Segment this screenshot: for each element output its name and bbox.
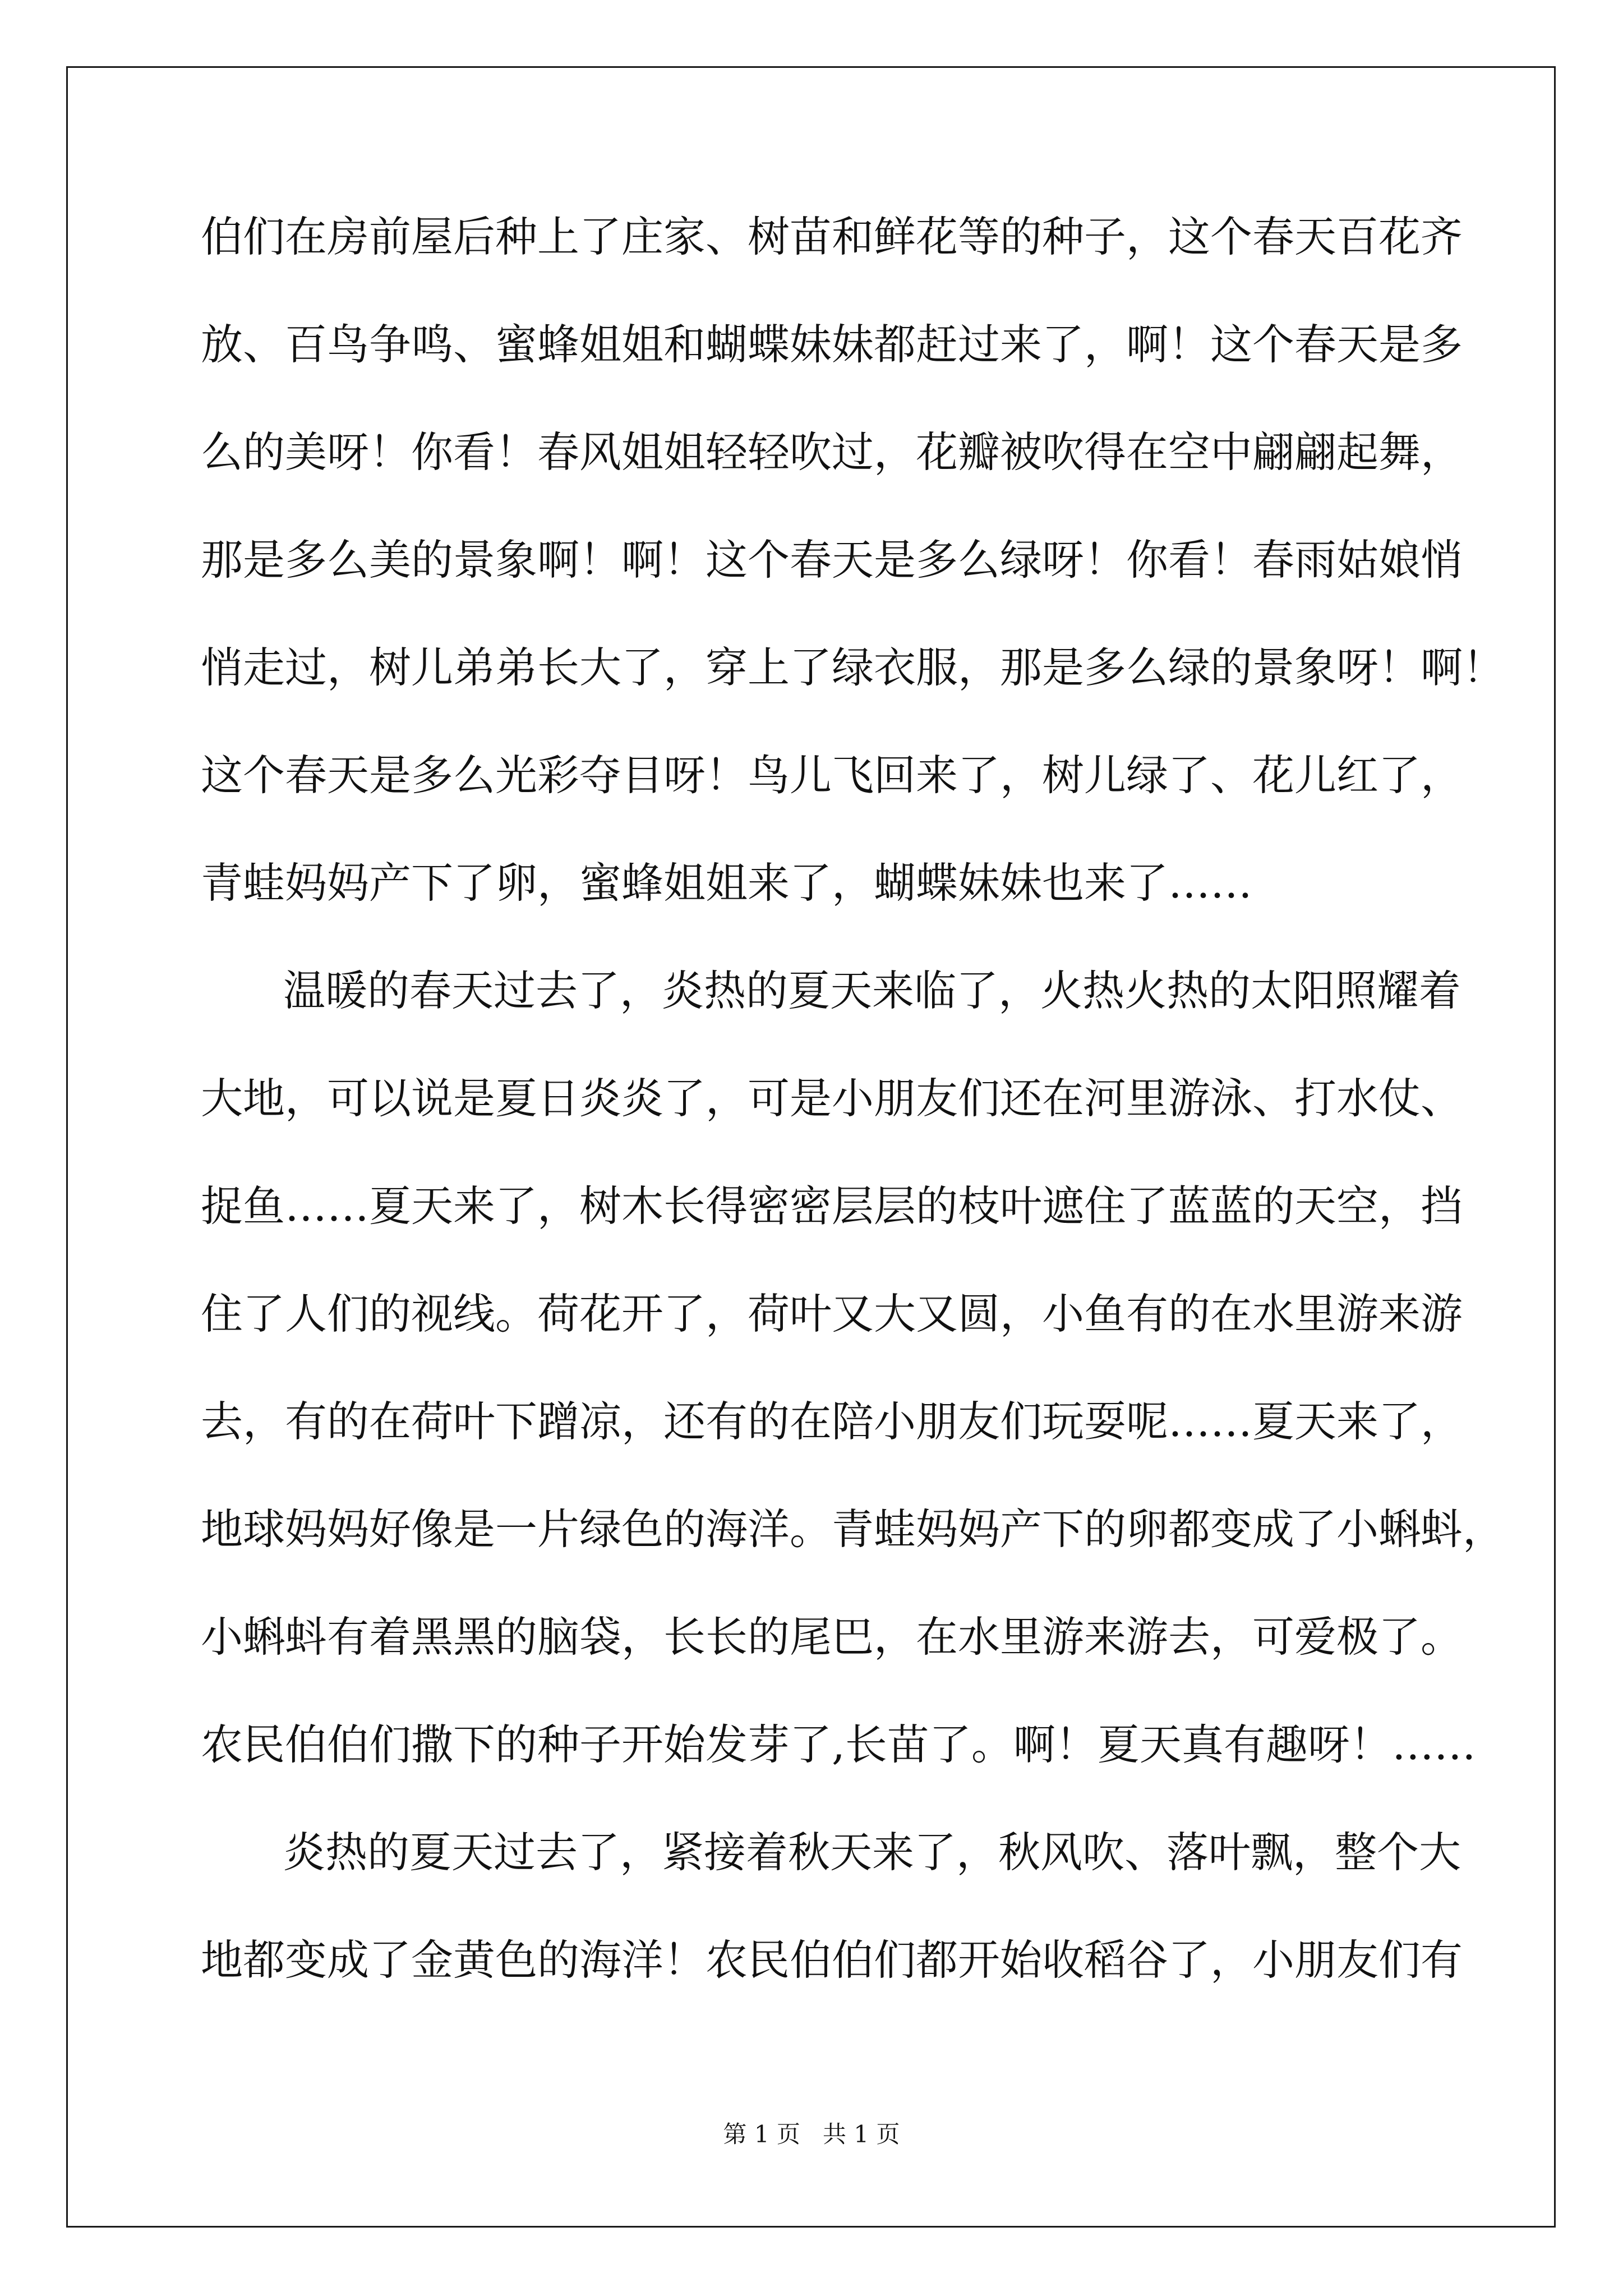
text-line: 青蛙妈妈产下了卵，蜜蜂姐姐来了，蝴蝶妹妹也来了……	[201, 858, 1253, 908]
text-line: 去，有的在荷叶下蹭凉，还有的在陪小朋友们玩耍呢……夏天来了，	[201, 1397, 1463, 1446]
text-line: 地都变成了金黄色的海洋！农民伯伯们都开始收稻谷了，小朋友们有	[201, 1935, 1463, 1985]
text-line: 么的美呀！你看！春风姐姐轻轻吹过，花瓣被吹得在空中翩翩起舞，	[201, 427, 1463, 477]
text-line: 那是多么美的景象啊！啊！这个春天是多么绿呀！你看！春雨姑娘悄	[201, 535, 1463, 585]
text-line: 悄走过，树儿弟弟长大了，穿上了绿衣服，那是多么绿的景象呀！啊！	[201, 643, 1505, 692]
page-number-footer: 第 1 页 共 1 页	[723, 2120, 900, 2148]
text-line: 大地，可以说是夏日炎炎了，可是小朋友们还在河里游泳、打水仗、	[201, 1074, 1463, 1123]
text-line: 地球妈妈好像是一片绿色的海洋。青蛙妈妈产下的卵都变成了小蝌蚪，	[201, 1504, 1505, 1554]
text-line: 小蝌蚪有着黑黑的脑袋，长长的尾巴，在水里游来游去，可爱极了。	[201, 1612, 1463, 1662]
text-line-paragraph-start: 温暖的春天过去了，炎热的夏天来临了，火热火热的太阳照耀着	[283, 966, 1461, 1015]
text-line: 捉鱼……夏天来了，树木长得密密层层的枝叶遮住了蓝蓝的天空，挡	[201, 1181, 1463, 1231]
text-line: 农民伯伯们撒下的种子开始发芽了,长苗了。啊！夏天真有趣呀！……	[201, 1720, 1476, 1769]
text-line-paragraph-start: 炎热的夏天过去了，紧接着秋天来了，秋风吹、落叶飘，整个大	[283, 1828, 1461, 1877]
text-line: 这个春天是多么光彩夺目呀！鸟儿飞回来了，树儿绿了、花儿红了，	[201, 751, 1463, 800]
text-line: 伯们在房前屋后种上了庄家、树苗和鲜花等的种子，这个春天百花齐	[201, 212, 1463, 261]
page-border	[66, 66, 1556, 2228]
text-line: 放、百鸟争鸣、蜜蜂姐姐和蝴蝶妹妹都赶过来了，啊！这个春天是多	[201, 320, 1463, 369]
text-line: 住了人们的视线。荷花开了，荷叶又大又圆，小鱼有的在水里游来游	[201, 1289, 1463, 1338]
